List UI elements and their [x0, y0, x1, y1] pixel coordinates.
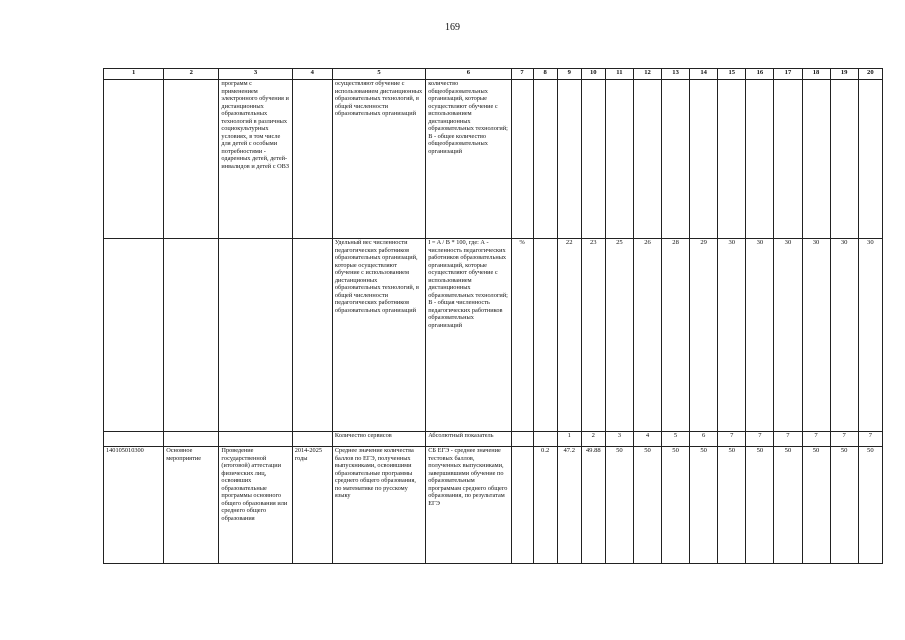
value-cell: 7 [830, 432, 858, 447]
value-cell [774, 80, 802, 239]
value-cell [533, 239, 557, 432]
value-cell: 50 [746, 447, 774, 564]
column-number: 11 [605, 69, 633, 80]
value-cell [533, 432, 557, 447]
value-cell [662, 80, 690, 239]
code-cell [104, 432, 164, 447]
code-cell: 140105010300 [104, 447, 164, 564]
period-cell [292, 80, 332, 239]
value-cell: 50 [830, 447, 858, 564]
type-cell [164, 80, 219, 239]
value-cell [557, 80, 581, 239]
value-cell: 7 [746, 432, 774, 447]
table-row [104, 432, 883, 447]
value-cell: 49.88 [581, 447, 605, 564]
unit-cell [511, 447, 533, 564]
value-cell: 2 [581, 432, 605, 447]
measure-cell [219, 432, 292, 447]
column-number: 8 [533, 69, 557, 80]
value-cell [690, 80, 718, 239]
value-cell: 26 [633, 239, 661, 432]
table-row [104, 239, 883, 432]
value-cell: 47.2 [557, 447, 581, 564]
value-cell: 22 [557, 239, 581, 432]
value-cell: 50 [858, 447, 882, 564]
measure-cell: программ с применением электронного обучения и дистанционных образовательных технологий в различных социокультурных условиях, в том числе для детей с особыми потребностями - одаренных детей, детей-инвалидов и детей с ОВЗ [219, 80, 292, 239]
code-cell [104, 80, 164, 239]
column-number: 19 [830, 69, 858, 80]
column-number: 15 [718, 69, 746, 80]
value-cell [830, 80, 858, 239]
formula-cell: Абсолютный показатель [426, 432, 511, 447]
value-cell [746, 80, 774, 239]
code-cell [104, 239, 164, 432]
page-number: 169 [445, 22, 460, 33]
column-number: 17 [774, 69, 802, 80]
column-number: 4 [292, 69, 332, 80]
column-number: 13 [662, 69, 690, 80]
unit-cell: % [511, 239, 533, 432]
indicator-cell: Удельный вес численности педагогических работников образовательных организаций, которые осуществляют обучение с использованием дистанционных образовательных технологий, в общей численности педагогических работников образовательных организаций [332, 239, 425, 432]
period-cell [292, 239, 332, 432]
period-cell [292, 432, 332, 447]
value-cell: 23 [581, 239, 605, 432]
value-cell [718, 80, 746, 239]
value-cell [802, 80, 830, 239]
value-cell: 50 [718, 447, 746, 564]
column-number-row [104, 69, 883, 80]
column-number: 14 [690, 69, 718, 80]
value-cell: 50 [802, 447, 830, 564]
column-number: 16 [746, 69, 774, 80]
value-cell: 7 [858, 432, 882, 447]
column-number: 2 [164, 69, 219, 80]
type-cell: Основное мероприятие [164, 447, 219, 564]
indicator-cell: Количество сервисов [332, 432, 425, 447]
column-number: 12 [633, 69, 661, 80]
value-cell [581, 80, 605, 239]
value-cell [533, 80, 557, 239]
indicator-cell: осуществляют обучение с использованием дистанционных образовательных технологий, в общей численности образовательных организаций [332, 80, 425, 239]
value-cell: 4 [633, 432, 661, 447]
value-cell: 28 [662, 239, 690, 432]
value-cell: 50 [774, 447, 802, 564]
formula-cell: количество общеобразовательных организаций, которые осуществляют обучение с использованием дистанционных образовательных технологий; В - общее количество общеобразовательных организаций [426, 80, 511, 239]
value-cell: 7 [718, 432, 746, 447]
value-cell: 0.2 [533, 447, 557, 564]
value-cell: 30 [830, 239, 858, 432]
column-number: 18 [802, 69, 830, 80]
value-cell: 30 [858, 239, 882, 432]
column-number: 5 [332, 69, 425, 80]
value-cell: 50 [662, 447, 690, 564]
value-cell: 29 [690, 239, 718, 432]
value-cell [633, 80, 661, 239]
type-cell [164, 239, 219, 432]
column-number: 9 [557, 69, 581, 80]
indicator-table [103, 68, 883, 564]
period-cell: 2014-2025 годы [292, 447, 332, 564]
value-cell: 7 [774, 432, 802, 447]
column-number: 20 [858, 69, 882, 80]
column-number: 3 [219, 69, 292, 80]
value-cell: 30 [802, 239, 830, 432]
value-cell: 50 [633, 447, 661, 564]
value-cell: 6 [690, 432, 718, 447]
measure-cell [219, 239, 292, 432]
value-cell: 50 [690, 447, 718, 564]
column-number: 1 [104, 69, 164, 80]
formula-cell: СБ ЕГЭ - среднее значение тестовых баллов, полученных выпускниками, завершившими обучение по образовательным программам среднего общего образования, по результатам ЕГЭ [426, 447, 511, 564]
table-row [104, 447, 883, 564]
unit-cell [511, 432, 533, 447]
value-cell: 5 [662, 432, 690, 447]
column-number: 10 [581, 69, 605, 80]
column-number: 6 [426, 69, 511, 80]
indicator-cell: Среднее значение количества баллов по ЕГЭ, полученных выпускниками, освоившими образовательные программы среднего общего образования, по математике по русскому языку [332, 447, 425, 564]
value-cell: 30 [718, 239, 746, 432]
value-cell: 30 [774, 239, 802, 432]
measure-cell: Проведение государственной (итоговой) аттестации физических лиц, освоивших образовательные программы основного общего образования или среднего общего образования [219, 447, 292, 564]
value-cell: 1 [557, 432, 581, 447]
value-cell: 25 [605, 239, 633, 432]
formula-cell: I = A / B * 100, где: А - численность педагогических работников образовательных организаций, которые осуществляют обучение с использованием дистанционных образовательных технологий; В - общая численность педагогических работников образовательных организаций [426, 239, 511, 432]
value-cell: 50 [605, 447, 633, 564]
table-row [104, 80, 883, 239]
type-cell [164, 432, 219, 447]
column-number: 7 [511, 69, 533, 80]
value-cell: 7 [802, 432, 830, 447]
value-cell: 30 [746, 239, 774, 432]
value-cell: 3 [605, 432, 633, 447]
value-cell [605, 80, 633, 239]
value-cell [858, 80, 882, 239]
unit-cell [511, 80, 533, 239]
